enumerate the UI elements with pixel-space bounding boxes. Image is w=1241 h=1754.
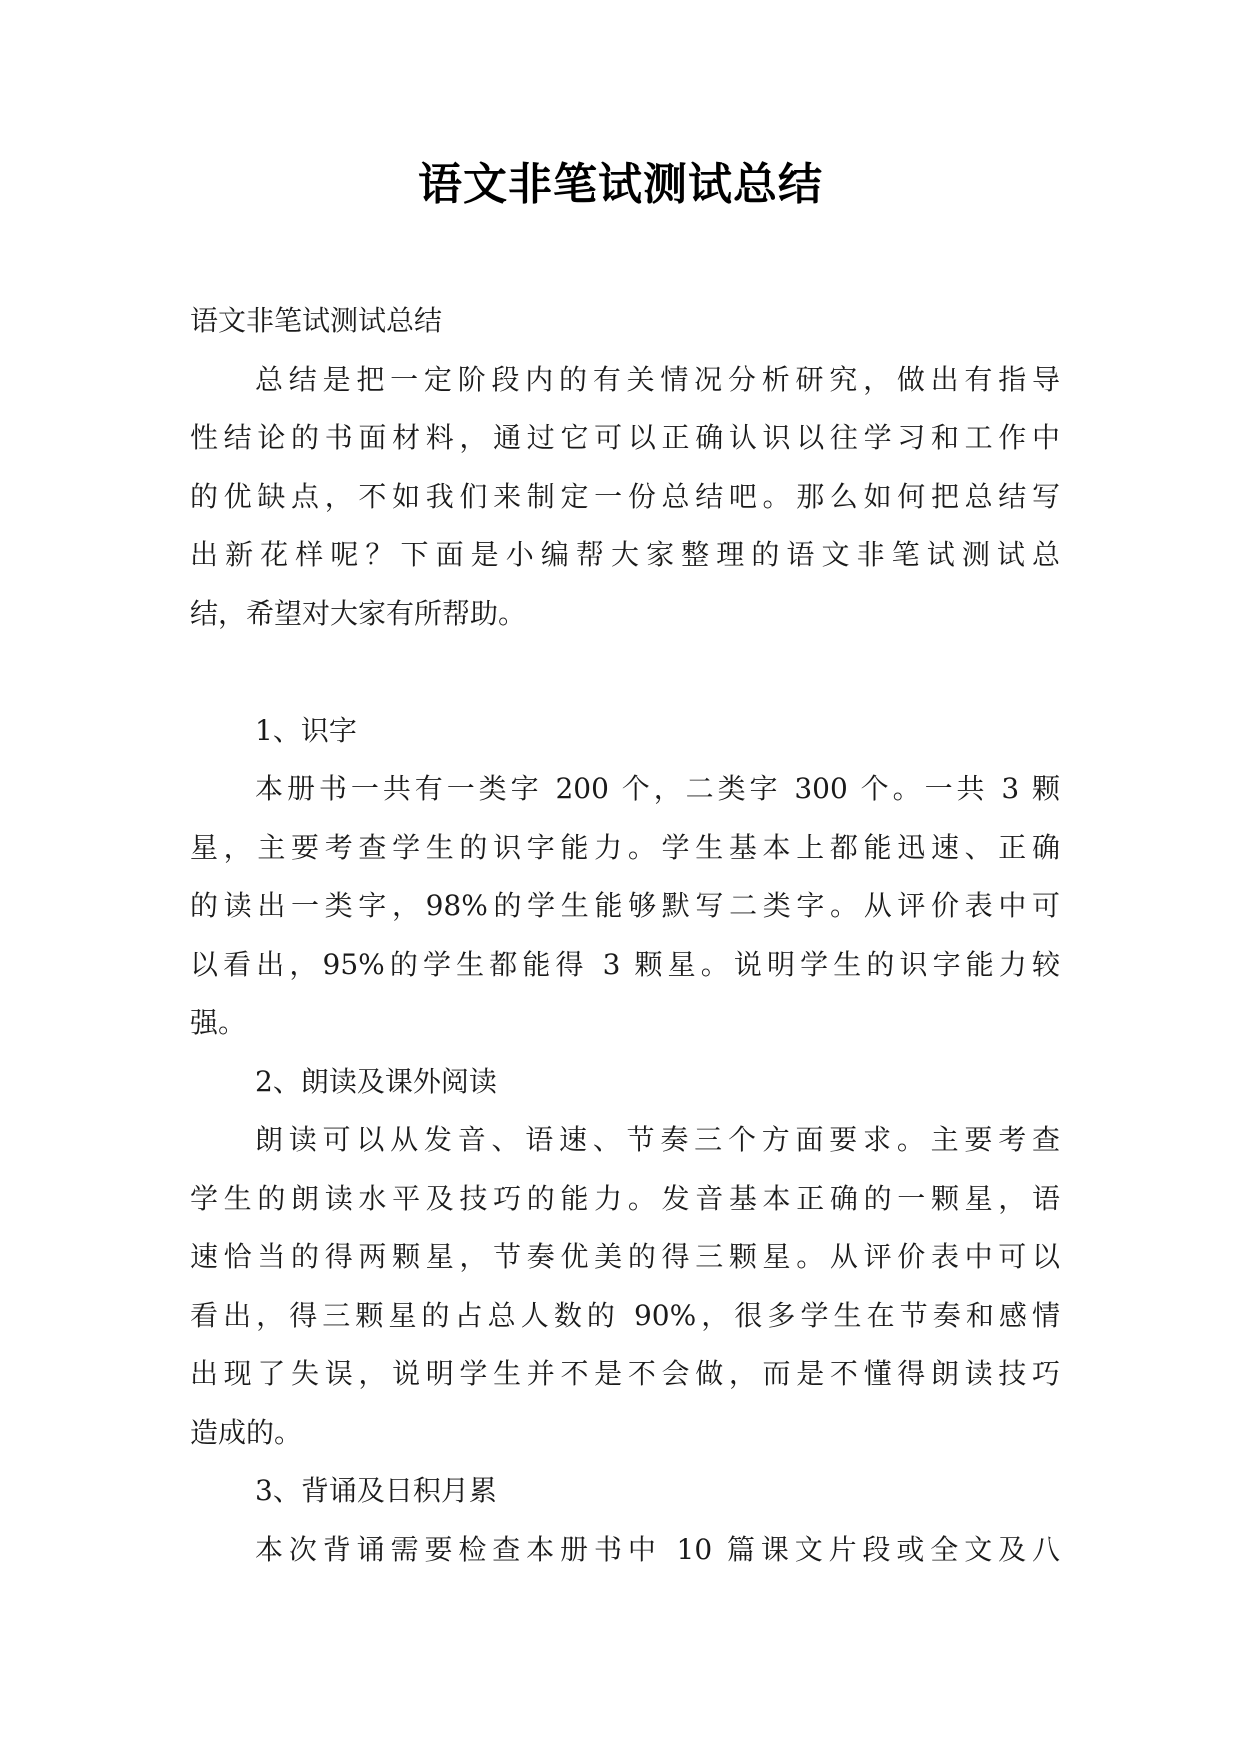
section-heading-recitation: 3、背诵及日积月累 [255, 1474, 497, 1507]
paragraph-line: 出现了失误，说明学生并不是不会做，而是不懂得朗读技巧 [190, 1357, 1060, 1390]
paragraph-gap [190, 643, 1060, 702]
paragraph-line: 本册书一共有一类字 200 个，二类字 300 个。一共 3 颗 [255, 772, 1060, 805]
document-body [190, 292, 1060, 1579]
intro-line: 出新花样呢？下面是小编帮大家整理的语文非笔试测试总 [190, 538, 1060, 571]
section-heading-literacy: 1、识字 [255, 713, 357, 747]
paragraph-line: 强。 [190, 1006, 247, 1039]
intro-line: 总结是把一定阶段内的有关情况分析研究，做出有指导 [255, 362, 1060, 396]
paragraph-line: 以看出，95%的学生都能得 3 颗星。说明学生的识字能力较 [190, 947, 1060, 981]
section-recitation-paragraph [190, 1521, 1060, 1580]
intro-line: 的优缺点，不如我们来制定一份总结吧。那么如何把总结写 [190, 479, 1060, 513]
paragraph-line: 朗读可以从发音、语速、节奏三个方面要求。主要考查 [255, 1123, 1060, 1156]
paragraph-line: 学生的朗读水平及技巧的能力。发音基本正确的一颗星，语 [190, 1181, 1060, 1215]
intro-line: 结，希望对大家有所帮助。 [190, 596, 527, 630]
paragraph-line: 速恰当的得两颗星，节奏优美的得三颗星。从评价表中可以 [190, 1240, 1060, 1273]
intro-paragraph [190, 351, 1060, 644]
paragraph-line: 造成的。 [190, 1415, 303, 1449]
intro-line: 性结论的书面材料，通过它可以正确认识以往学习和工作中 [190, 421, 1060, 454]
section-heading-reading: 2、朗读及课外阅读 [255, 1064, 497, 1098]
paragraph-line: 本次背诵需要检查本册书中 10 篇课文片段或全文及八 [255, 1532, 1060, 1566]
document-title: 语文非笔试测试总结 [418, 159, 823, 210]
paragraph-line: 的读出一类字，98%的学生能够默写二类字。从评价表中可 [190, 889, 1060, 922]
section-literacy-paragraph [190, 760, 1060, 1053]
paragraph-line: 看出，得三颗星的占总人数的 90%，很多学生在节奏和感情 [190, 1298, 1060, 1332]
section-reading-paragraph [190, 1111, 1060, 1462]
paragraph-line: 星，主要考查学生的识字能力。学生基本上都能迅速、正确 [190, 830, 1060, 864]
document-subtitle: 语文非笔试测试总结 [190, 304, 443, 337]
